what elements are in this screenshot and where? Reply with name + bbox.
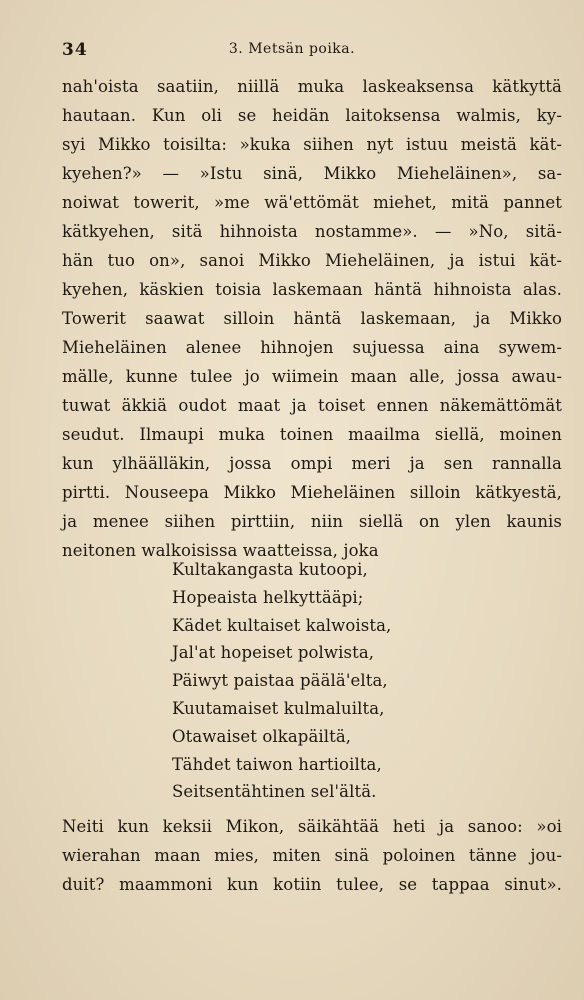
text-line: Towerit saawat silloin häntä laskemaan, ja Mikko: [62, 309, 562, 328]
text-line: Mieheläinen alenee hihnojen sujuessa aina sywem-: [62, 338, 562, 357]
text-line: nah'oista saatiin, niillä muka laskeaksensa kätkyttä: [62, 77, 562, 96]
text-line: kyehen, käskien toisia laskemaan häntä hihnoista alas.: [62, 280, 562, 299]
page-header: [62, 40, 522, 64]
text-line: kätkyehen, sitä hihnoista nostamme». — »No, sitä-: [62, 222, 562, 241]
verse-block: [172, 556, 512, 806]
text-line: neitonen walkoisissa waatteissa, joka: [62, 541, 379, 560]
text-line: Neiti kun keksii Mikon, säikähtää heti ja sanoo: »oi: [62, 817, 562, 836]
text-line: pirtti. Nouseepa Mikko Mieheläinen silloin kätkyestä,: [62, 483, 562, 502]
verse-line: Päiwyt paistaa päälä'elta,: [172, 671, 388, 691]
verse-line: Kultakangasta kutoopi,: [172, 560, 368, 579]
text-line: syi Mikko toisilta: »kuka siihen nyt istuu meistä kät-: [62, 135, 562, 154]
page-number: 34: [62, 40, 88, 60]
prose-paragraph-1: [62, 72, 562, 565]
verse-line: Kädet kultaiset kalwoista,: [172, 615, 392, 635]
text-line: ja menee siihen pirttiin, niin siellä on ylen kaunis: [62, 512, 562, 531]
verse-line: Otawaiset olkapäiltä,: [172, 726, 352, 746]
text-line: mälle, kunne tulee jo wiimein maan alle, jossa awau-: [62, 367, 562, 386]
text-line: noiwat towerit, »me wä'ettömät miehet, mitä pannet: [62, 193, 562, 212]
text-line: duit? maammoni kun kotiin tulee, se tappaa sinut».: [62, 875, 562, 894]
verse-line: Seitsentähtinen sel'ältä.: [172, 782, 377, 802]
text-line: wierahan maan mies, miten sinä poloinen tänne jou-: [62, 846, 562, 865]
text-line: seudut. Ilmaupi muka toinen maailma siellä, moinen: [62, 425, 562, 444]
verse-line: Tähdet taiwon hartioilta,: [172, 754, 382, 774]
verse-line: Jal'at hopeiset polwista,: [172, 643, 375, 663]
verse-line: Kuutamaiset kulmaluilta,: [172, 698, 385, 718]
text-line: hautaan. Kun oli se heidän laitoksensa walmis, ky-: [62, 106, 562, 125]
prose-paragraph-2: [62, 812, 562, 899]
text-line: hän tuo on», sanoi Mikko Mieheläinen, ja istui kät-: [62, 251, 562, 270]
text-line: tuwat äkkiä oudot maat ja toiset ennen näkemättömät: [62, 396, 562, 415]
verse-line: Hopeaista helkyttääpi;: [172, 587, 364, 607]
text-line: kun ylhäälläkin, jossa ompi meri ja sen rannalla: [62, 454, 562, 473]
running-title: 3. Metsän poika.: [228, 41, 356, 57]
text-line: kyehen?» — »Istu sinä, Mikko Mieheläinen», sa-: [62, 164, 562, 183]
